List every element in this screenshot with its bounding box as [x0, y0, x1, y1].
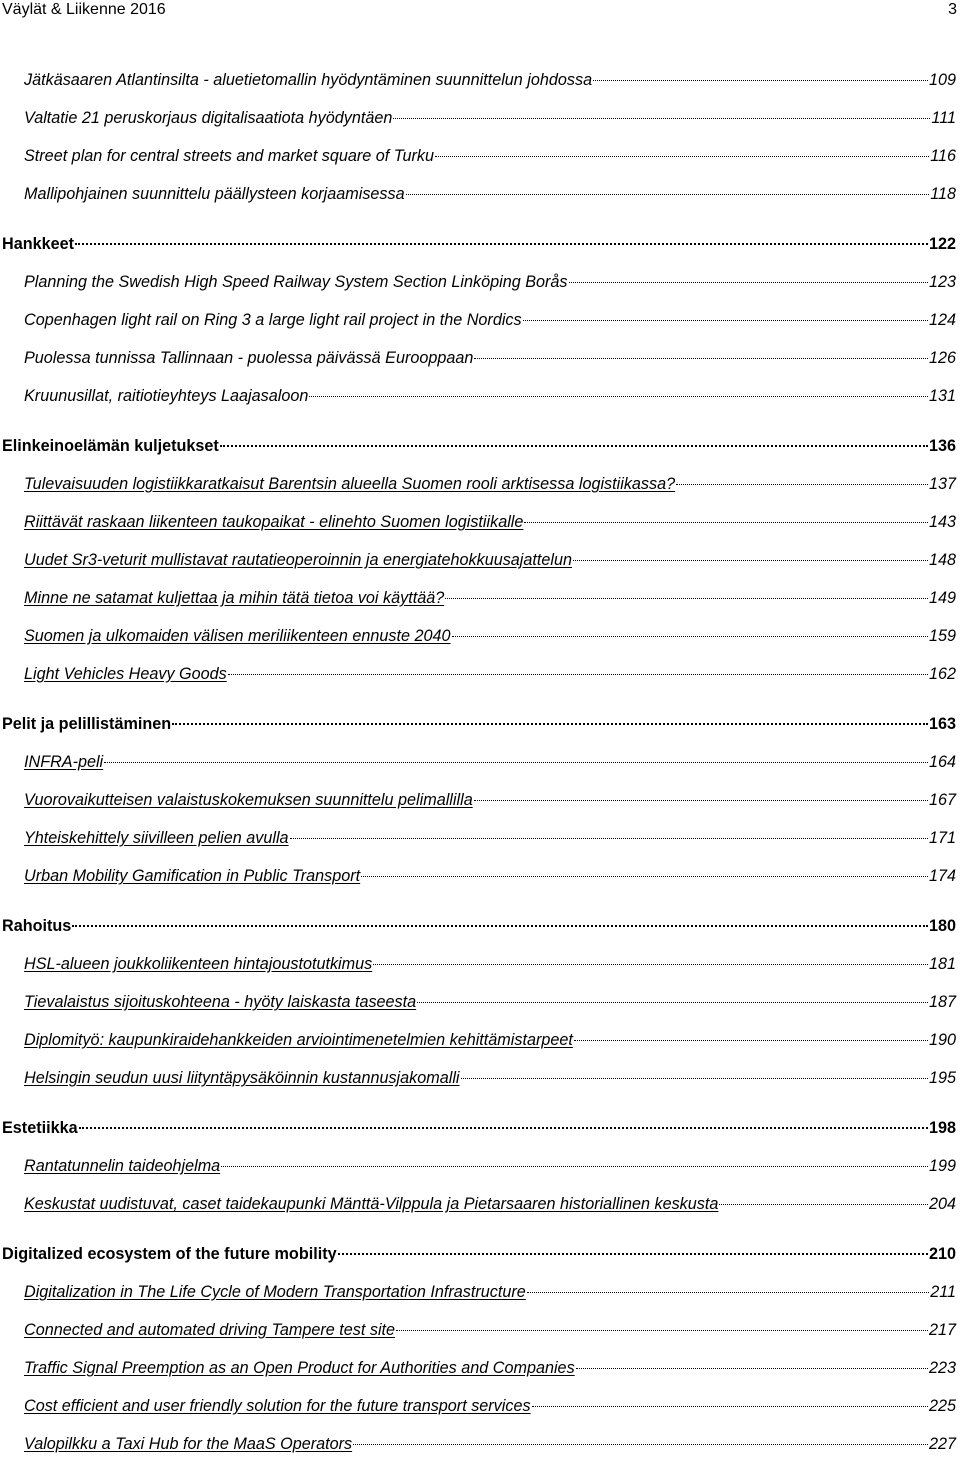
toc-entry[interactable] — [24, 867, 956, 886]
toc-entry-page: 159 — [928, 627, 956, 645]
toc-entry-title: Elinkeinoelämän kuljetukset — [2, 437, 219, 455]
toc-entry-title: Rahoitus — [2, 917, 72, 935]
toc-entry-page: 143 — [928, 513, 956, 531]
dot-leader — [461, 1078, 928, 1079]
toc-entry-title: Jätkäsaaren Atlantinsilta - aluetietomallin hyödyntäminen suunnittelun johdossa — [24, 71, 593, 89]
toc-entry-page: 195 — [928, 1069, 956, 1087]
toc-entry[interactable] — [24, 955, 956, 974]
toc-entry-page: 116 — [930, 147, 956, 165]
toc-entry-page: 167 — [928, 791, 956, 809]
dot-leader — [393, 118, 930, 119]
dot-leader — [72, 925, 928, 927]
toc-entry-page: 174 — [928, 867, 956, 885]
toc-section-entry[interactable] — [2, 1245, 956, 1264]
toc-entry-page: 163 — [928, 715, 956, 733]
toc-section-entry[interactable] — [2, 1119, 956, 1138]
toc-entry-page: 210 — [928, 1245, 956, 1263]
toc-entry-page: 171 — [928, 829, 956, 847]
toc-entry-title: Hankkeet — [2, 235, 74, 253]
toc-entry-title: Pelit ja pelillistäminen — [2, 715, 172, 733]
toc-entry-title: INFRA-peli — [24, 753, 104, 771]
toc-entry[interactable] — [24, 1435, 956, 1454]
toc-entry-page: 217 — [928, 1321, 956, 1339]
dot-leader — [573, 560, 928, 561]
toc-entry-title: Urban Mobility Gamification in Public Transport — [24, 867, 361, 885]
toc-section-entry[interactable] — [2, 437, 956, 456]
toc-entry-title: Puolessa tunnissa Tallinnaan - puolessa päivässä Eurooppaan — [24, 349, 474, 367]
dot-leader — [361, 876, 928, 877]
toc-entry-page: 225 — [928, 1397, 956, 1415]
toc-entry-page: 190 — [928, 1031, 956, 1049]
dot-leader — [104, 762, 928, 763]
toc-entry-page: 223 — [928, 1359, 956, 1377]
toc-entry-title: Digitalization in The Life Cycle of Modern Transportation Infrastructure — [24, 1283, 526, 1301]
toc-entry[interactable] — [24, 349, 956, 368]
toc-entry[interactable] — [24, 665, 956, 684]
toc-entry[interactable] — [24, 1283, 956, 1302]
toc-entry-page: 122 — [928, 235, 956, 253]
toc-entry-page: 204 — [928, 1195, 956, 1213]
toc-entry[interactable] — [24, 1195, 956, 1214]
toc-entry[interactable] — [24, 1031, 956, 1050]
toc-entry[interactable] — [24, 753, 956, 772]
toc-entry[interactable] — [24, 71, 956, 90]
toc-entry[interactable] — [24, 475, 956, 494]
dot-leader — [338, 1253, 928, 1255]
toc-entry-title: Tievalaistus sijoituskohteena - hyöty laiskasta taseesta — [24, 993, 417, 1011]
toc-entry-title: Estetiikka — [2, 1119, 78, 1137]
toc-entry-title: Valtatie 21 peruskorjaus digitalisaatiota hyödyntäen — [24, 109, 393, 127]
dot-leader — [290, 838, 928, 839]
toc-entry-title: Light Vehicles Heavy Goods — [24, 665, 227, 683]
toc-entry-page: 123 — [928, 273, 956, 291]
toc-entry-page: 211 — [930, 1283, 956, 1301]
dot-leader — [396, 1330, 928, 1331]
toc-entry-page: 137 — [928, 475, 956, 493]
toc-entry-page: 149 — [928, 589, 956, 607]
toc-entry[interactable] — [24, 1069, 956, 1088]
toc-entry-page: 111 — [931, 109, 956, 127]
dot-leader — [221, 1166, 928, 1167]
toc-entry[interactable] — [24, 273, 956, 292]
dot-leader — [593, 80, 928, 81]
toc-entry-title: Riittävät raskaan liikenteen taukopaikat - elinehto Suomen logistiikalle — [24, 513, 524, 531]
toc-entry-title: Vuorovaikutteisen valaistuskokemuksen suunnittelu pelimallilla — [24, 791, 473, 809]
toc-entry-page: 148 — [928, 551, 956, 569]
toc-entry-title: Cost efficient and user friendly solution for the future transport services — [24, 1397, 531, 1415]
toc-entry-title: Suomen ja ulkomaiden välisen meriliikenteen ennuste 2040 — [24, 627, 451, 645]
dot-leader — [523, 320, 928, 321]
toc-entry-page: 118 — [930, 185, 956, 203]
toc-entry-page: 162 — [928, 665, 956, 683]
toc-entry-page: 227 — [928, 1435, 956, 1453]
toc-entry-page: 198 — [928, 1119, 956, 1137]
dot-leader — [435, 156, 929, 157]
dot-leader — [220, 445, 928, 447]
toc-entry-title: Street plan for central streets and market square of Turku — [24, 147, 434, 165]
toc-entry-title: Rantatunnelin taideohjelma — [24, 1157, 221, 1175]
toc-entry[interactable] — [24, 311, 956, 330]
toc-entry-page: 126 — [928, 349, 956, 367]
dot-leader — [524, 522, 928, 523]
toc-entry-page: 180 — [928, 917, 956, 935]
toc-entry-title: Planning the Swedish High Speed Railway System Section Linköping Borås — [24, 273, 568, 291]
toc-entry-title: Tulevaisuuden logistiikkaratkaisut Barentsin alueella Suomen rooli arktisessa logistiikassa? — [24, 475, 676, 493]
dot-leader — [576, 1368, 928, 1369]
dot-leader — [452, 636, 928, 637]
dot-leader — [309, 396, 928, 397]
dot-leader — [532, 1406, 928, 1407]
toc-section-entry[interactable] — [2, 917, 956, 936]
toc-entry-title: HSL-alueen joukkoliikenteen hintajoustotutkimus — [24, 955, 373, 973]
page-number: 3 — [948, 1, 957, 18]
dot-leader — [569, 282, 928, 283]
dot-leader — [676, 484, 928, 485]
toc-entry-title: Helsingin seudun uusi liityntäpysäköinnin kustannusjakomalli — [24, 1069, 460, 1087]
dot-leader — [228, 674, 928, 675]
toc-entry-title: Diplomityö: kaupunkiraidehankkeiden arviointimenetelmien kehittämistarpeet — [24, 1031, 573, 1049]
dot-leader — [474, 358, 928, 359]
toc-entry-title: Mallipohjainen suunnittelu päällysteen korjaamisessa — [24, 185, 405, 203]
toc-section-entry[interactable] — [2, 715, 956, 734]
dot-leader — [574, 1040, 928, 1041]
toc-entry[interactable] — [24, 147, 956, 166]
toc-entry[interactable] — [24, 513, 956, 532]
toc-section-entry[interactable] — [2, 235, 956, 254]
toc-entry-page: 187 — [928, 993, 956, 1011]
toc-entry-page: 109 — [928, 71, 956, 89]
dot-leader — [719, 1204, 928, 1205]
toc-entry[interactable] — [24, 829, 956, 848]
toc-entry[interactable] — [24, 791, 956, 810]
toc-entry[interactable] — [24, 993, 956, 1012]
toc-entry[interactable] — [24, 1359, 956, 1378]
toc-entry-title: Connected and automated driving Tampere test site — [24, 1321, 396, 1339]
dot-leader — [417, 1002, 928, 1003]
toc-entry-page: 199 — [928, 1157, 956, 1175]
toc-entry-page: 181 — [928, 955, 956, 973]
dot-leader — [474, 800, 928, 801]
page-header — [0, 0, 960, 24]
toc-entry[interactable] — [24, 1321, 956, 1340]
toc-entry[interactable] — [24, 1157, 956, 1176]
toc-entry-page: 136 — [928, 437, 956, 455]
dot-leader — [75, 243, 928, 245]
toc-entry[interactable] — [24, 1397, 956, 1416]
toc-entry-title: Traffic Signal Preemption as an Open Product for Authorities and Companies — [24, 1359, 575, 1377]
toc-entry[interactable] — [24, 589, 956, 608]
toc-entry-title: Uudet Sr3-veturit mullistavat rautatieoperoinnin ja energiatehokkuusajattelun — [24, 551, 572, 569]
toc-entry-title: Yhteiskehittely siivilleen pelien avulla — [24, 829, 289, 847]
dot-leader — [527, 1292, 929, 1293]
toc-entry-title: Kruunusillat, raitiotieyhteys Laajasaloon — [24, 387, 309, 405]
dot-leader — [406, 194, 930, 195]
toc-entry[interactable] — [24, 551, 956, 570]
dot-leader — [79, 1127, 928, 1129]
toc-entry[interactable] — [24, 109, 956, 128]
toc-entry[interactable] — [24, 387, 956, 406]
toc-entry-page: 131 — [928, 387, 956, 405]
dot-leader — [353, 1444, 928, 1445]
toc-entry-title: Copenhagen light rail on Ring 3 a large light rail project in the Nordics — [24, 311, 522, 329]
toc-entry-page: 124 — [928, 311, 956, 329]
toc-entry-title: Keskustat uudistuvat, caset taidekaupunki Mänttä-Vilppula ja Pietarsaaren historiallinen keskusta — [24, 1195, 719, 1213]
toc-entry[interactable] — [24, 185, 956, 204]
publication-title: Väylät & Liikenne 2016 — [2, 1, 166, 18]
toc-entry-page: 164 — [928, 753, 956, 771]
dot-leader — [445, 598, 928, 599]
toc-entry-title: Valopilkku a Taxi Hub for the MaaS Operators — [24, 1435, 353, 1453]
toc-entry[interactable] — [24, 627, 956, 646]
toc-entry-title: Minne ne satamat kuljettaa ja mihin tätä tietoa voi käyttää? — [24, 589, 445, 607]
toc-entry-title: Digitalized ecosystem of the future mobility — [2, 1245, 337, 1263]
dot-leader — [172, 723, 928, 725]
dot-leader — [373, 964, 928, 965]
